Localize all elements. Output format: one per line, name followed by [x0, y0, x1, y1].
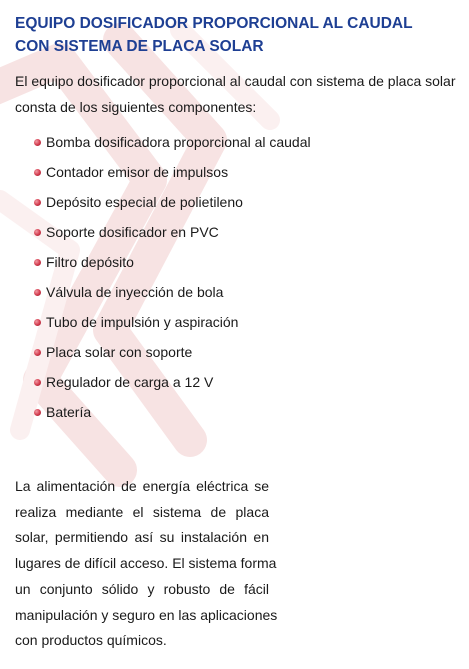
- component-label: Regulador de carga a 12 V: [46, 374, 214, 390]
- description-line: solar, permitiendo así su instalación en: [15, 529, 269, 546]
- intro-line: consta de los siguientes componentes:: [15, 99, 257, 115]
- component-label: Bomba dosificadora proporcional al caudal: [46, 134, 311, 150]
- description-line: con productos químicos.: [15, 632, 167, 649]
- red-sphere-bullet-icon: [34, 349, 41, 356]
- red-sphere-bullet-icon: [34, 169, 41, 176]
- red-sphere-bullet-icon: [34, 139, 41, 146]
- component-item: [34, 157, 229, 187]
- title-line: EQUIPO DOSIFICADOR PROPORCIONAL AL CAUDAL: [15, 15, 413, 32]
- component-label: Batería: [46, 404, 92, 420]
- component-label: Depósito especial de polietileno: [46, 194, 243, 210]
- components-list: [34, 127, 311, 427]
- red-sphere-bullet-icon: [34, 319, 41, 326]
- description-paragraph: [15, 474, 278, 654]
- component-label: Soporte dosificador en PVC: [46, 224, 219, 240]
- component-label: Válvula de inyección de bola: [46, 284, 224, 300]
- component-item: [34, 127, 334, 157]
- red-sphere-bullet-icon: [34, 409, 41, 416]
- intro-line: El equipo dosificador proporcional al caudal con sistema de placa solar: [15, 73, 456, 89]
- component-label: Contador emisor de impulsos: [46, 164, 229, 180]
- description-line: un conjunto sólido y robusto de fácil: [15, 580, 269, 597]
- component-item: [34, 247, 220, 277]
- component-item: [34, 307, 239, 337]
- intro-paragraph: [15, 68, 465, 120]
- description-line: lugares de difícil acceso. El sistema forma: [15, 555, 277, 572]
- component-item: [34, 217, 220, 247]
- red-sphere-bullet-icon: [34, 259, 41, 266]
- component-item: [34, 397, 220, 427]
- component-item: [34, 367, 220, 397]
- description-line: realiza mediante el sistema de placa: [15, 503, 269, 520]
- component-item: [34, 337, 220, 367]
- component-label: Filtro depósito: [46, 254, 134, 270]
- red-sphere-bullet-icon: [34, 289, 41, 296]
- component-item: [34, 277, 224, 307]
- description-line: manipulación y seguro en las aplicaciones: [15, 606, 278, 623]
- component-label: Placa solar con soporte: [46, 344, 193, 360]
- description-line: La alimentación de energía eléctrica se: [15, 478, 269, 494]
- component-label: Tubo de impulsión y aspiración: [46, 314, 239, 330]
- red-sphere-bullet-icon: [34, 229, 41, 236]
- red-sphere-bullet-icon: [34, 199, 41, 206]
- document-title: [15, 12, 413, 58]
- red-sphere-bullet-icon: [34, 379, 41, 386]
- component-item: [34, 187, 243, 217]
- title-line: CON SISTEMA DE PLACA SOLAR: [15, 38, 264, 55]
